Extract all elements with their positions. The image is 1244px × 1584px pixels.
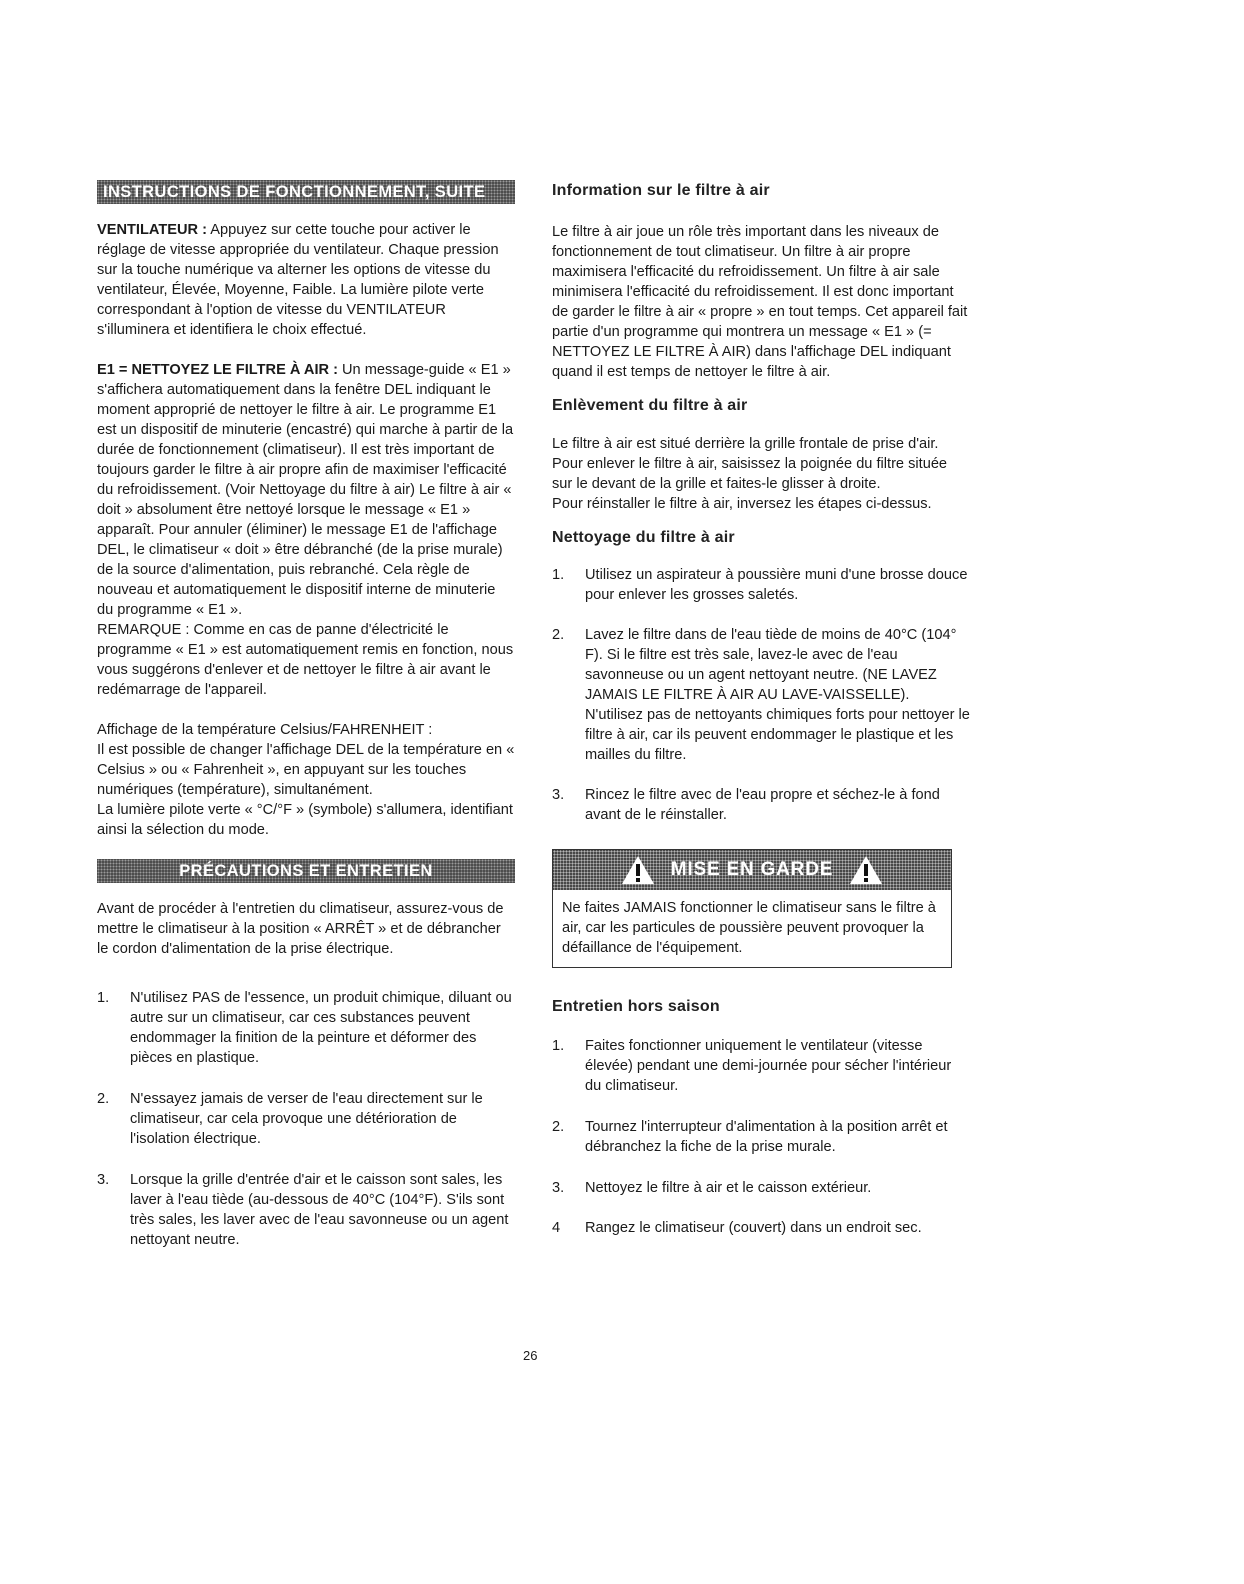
list-item [552,1036,970,1096]
ventilateur-body: Appuyez sur cette touche pour activer le réglage de vitesse appropriée du ventilateur. Chaque pression sur la touche numérique va alterner les options de vitesse du ventilateur, Élevée, Moyenne, Faible. La lumière pilote verte correspondant à l'option de vitesse du VENTILATEUR s'illuminera et identifiera le choix effectué. [97,222,499,338]
page-number: 26 [523,1348,538,1363]
list-text: N'essayez jamais de verser de l'eau directement sur le climatiseur, car cela provoque une détérioration de l'isolation électrique. [130,1091,483,1147]
section-banner-precautions: PRÉCAUTIONS ET ENTRETIEN [97,859,515,883]
affichage-line3: La lumière pilote verte « °C/°F » (symbole) s'allumera, identifiant ainsi la sélection du mode. [97,802,513,838]
list-number: 2. [97,1091,110,1107]
e1-lead: E1 = NETTOYEZ LE FILTRE À AIR : [97,362,338,378]
warning-body: Ne faites JAMAIS fonctionner le climatiseur sans le filtre à air, car les particules de poussière peuvent provoquer la défaillance de l'équipement. [562,900,936,956]
list-number: 1. [552,1038,565,1054]
list-text: Rincez le filtre avec de l'eau propre et séchez-le à fond avant de le réinstaller. [585,787,940,823]
heading-nettoyage: Nettoyage du filtre à air [552,529,735,546]
list-number: 4 [552,1220,561,1236]
warning-title: MISE EN GARDE [670,859,834,880]
list-number: 3. [552,1180,565,1196]
warning-triangle-icon [621,855,655,885]
list-text: Tournez l'interrupteur d'alimentation à la position arrêt et débranchez la fiche de la prise murale. [585,1119,948,1155]
list-text: Faites fonctionner uniquement le ventilateur (vitesse élevée) pendant une demi-journée pour sécher l'intérieur du climatiseur. [585,1038,952,1094]
nettoyage-list [552,565,970,825]
warning-box [552,849,952,968]
list-text: Rangez le climatiseur (couvert) dans un endroit sec. [585,1220,922,1236]
list-item [552,785,970,825]
info-paragraph: Le filtre à air joue un rôle très important dans les niveaux de fonctionnement de tout climatiseur. Un filtre à air propre maximisera l'efficacité du refroidissement. Un filtre à air sale minimisera l'efficacité du refroidissement. Il est donc important de garder le filtre à air « propre » en tout temps. Cet appareil fait partie d'un programme qui montrera un message « E1 » (= NETTOYEZ LE FILTRE À AIR) dans l'affichage DEL indiquant quand il est temps de nettoyer le filtre à air. [552,224,968,380]
entretien-list [552,1036,970,1238]
list-item [97,1089,515,1149]
left-column [97,180,515,1250]
enlevement-paragraph: Le filtre à air est situé derrière la grille frontale de prise d'air. Pour enlever le filtre à air, saisissez la poignée du filtre située sur le devant de la grille et faites-le glisser à droite. [552,436,948,492]
warning-header [553,850,951,890]
avant-paragraph: Avant de procéder à l'entretien du climatiseur, assurez-vous de mettre le climatiseur à la position « ARRÊT » et de débrancher le cordon d'alimentation de la prise électrique. [97,901,504,957]
list-text: Nettoyez le filtre à air et le caisson extérieur. [585,1180,872,1196]
section-banner-instructions: INSTRUCTIONS DE FONCTIONNEMENT, SUITE [97,180,515,204]
list-number: 3. [97,1172,110,1188]
list-number: 2. [552,1119,565,1135]
list-item [552,1218,970,1238]
warning-triangle-icon [849,855,883,885]
heading-entretien: Entretien hors saison [552,998,720,1015]
right-column [552,180,970,1238]
list-item [97,1170,515,1250]
list-text: Lavez le filtre dans de l'eau tiède de moins de 40°C (104° F). Si le filtre est très sale, lavez-le avec de l'eau savonneuse ou un agent nettoyant neutre. (NE LAVEZ JAMAIS LE FILTRE À AIR AU LAVE-VAISSELLE). [585,627,957,703]
affichage-line2: Il est possible de changer l'affichage DEL de la température en « Celsius » ou « Fahrenheit », en appuyant sur les touches numériques (température), simultanément. [97,742,515,798]
list-text: Utilisez un aspirateur à poussière muni d'une brosse douce pour enlever les grosses saletés. [585,567,968,603]
list-number: 1. [552,567,565,583]
ventilateur-paragraph [97,220,515,340]
remarque-paragraph: REMARQUE : Comme en cas de panne d'électricité le programme « E1 » est automatiquement remis en fonction, nous vous suggérons d'enlever et de nettoyer le filtre à air avant le redémarrage de l'appareil. [97,622,514,698]
ventilateur-lead: VENTILATEUR : [97,222,207,238]
list-item [552,625,970,765]
list-text-extra: N'utilisez pas de nettoyants chimiques forts pour nettoyer le filtre à air, car ils peuvent endommager le plastique et les mailles du filtre. [585,707,970,763]
heading-enlevement: Enlèvement du filtre à air [552,397,748,414]
list-number: 3. [552,787,565,803]
list-number: 2. [552,627,565,643]
list-item [97,988,515,1068]
list-item [552,1117,970,1157]
e1-paragraph [97,360,515,620]
list-item [552,565,970,605]
precautions-list [97,988,515,1250]
enlevement-paragraph-2: Pour réinstaller le filtre à air, inversez les étapes ci-dessus. [552,496,932,512]
heading-information-filtre: Information sur le filtre à air [552,182,770,199]
list-item [552,1178,970,1198]
list-text: N'utilisez PAS de l'essence, un produit chimique, diluant ou autre sur un climatiseur, car ces substances peuvent endommager la finition de la peinture et déformer des pièces en plastique. [130,990,512,1066]
list-number: 1. [97,990,110,1006]
affichage-line1: Affichage de la température Celsius/FAHRENHEIT : [97,722,433,738]
list-text: Lorsque la grille d'entrée d'air et le caisson sont sales, les laver à l'eau tiède (au-dessous de 40°C (104°F). S'ils sont très sales, les laver avec de l'eau savonneuse ou un agent nettoyant neutre. [130,1172,509,1248]
e1-body: Un message-guide « E1 » s'affichera automatiquement dans la fenêtre DEL indiquant le moment approprié de nettoyer le filtre à air. Le programme E1 est un dispositif de minuterie (encastré) qui marche à partir de la durée de fonctionnement (climatiseur). Il est très important de toujours garder le filtre à air propre afin de maximiser l'efficacité du refroidissement. (Voir Nettoyage du filtre à air) Le filtre à air « doit » absolument être nettoyé lorsque le message « E1 » apparaît. Pour annuler (éliminer) le message E1 de l'affichage DEL, le climatiseur « doit » être débranché (de la prise murale) de la source d'alimentation, puis rebranché. Cela règle de nouveau et automatiquement le dispositif interne de minuterie du programme « E1 ». [97,362,514,618]
